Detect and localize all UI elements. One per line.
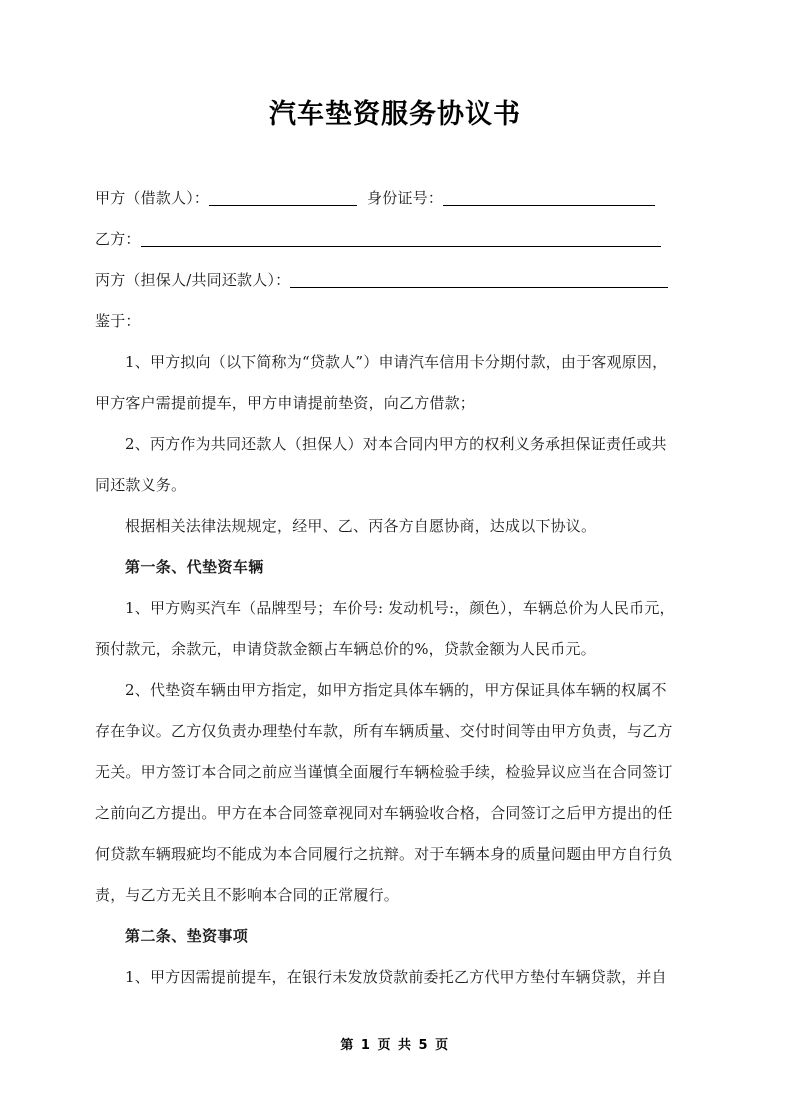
article-two-item-1-line-1: 1、甲方因需提前提车，在银行未发放贷款前委托乙方代甲方垫付车辆贷款，并自	[125, 968, 667, 986]
party-a-id-label: 身份证号：	[367, 189, 444, 207]
recital-2-line-2: 同还款义务。	[95, 476, 187, 494]
party-a-name-blank[interactable]	[209, 192, 357, 206]
recitals-heading: 鉴于：	[95, 312, 141, 330]
article-one-item-2-line-1: 2、代垫资车辆由甲方指定，如甲方指定具体车辆的，甲方保证具体车辆的权属不	[125, 681, 667, 699]
page-title: 汽车垫资服务协议书	[269, 99, 521, 130]
party-b-label: 乙方：	[95, 230, 141, 248]
document-body	[95, 178, 697, 998]
party-c-label: 丙方（担保人/共同还款人）：	[95, 271, 291, 289]
page-footer: 第 1 页 共 5 页	[340, 1038, 450, 1053]
article-one-item-1-line-1: 1、甲方购买汽车（品牌型号；车价号: 发动机号:，颜色），车辆总价为人民币元，	[125, 599, 675, 617]
article-one-item-2-line-4: 之前向乙方提出。甲方在本合同签章视同对车辆验收合格，合同签订之后甲方提出的任	[95, 804, 673, 822]
party-b-row	[95, 219, 697, 260]
article-one-item-2-line-3: 无关。甲方签订本合同之前应当谨慎全面履行车辆检验手续，检验异议应当在合同签订	[95, 763, 673, 781]
article-one-item-2-line-6: 责，与乙方无关且不影响本合同的正常履行。	[95, 886, 400, 904]
party-a-label: 甲方（借款人）：	[95, 189, 210, 207]
article-one-item-2-line-2: 存在争议。乙方仅负责办理垫付车款，所有车辆质量、交付时间等由甲方负责，与乙方	[95, 722, 673, 740]
article-one-item-2-line-5: 何贷款车辆瑕疵均不能成为本合同履行之抗辩。对于车辆本身的质量问题由甲方自行负	[95, 845, 673, 863]
article-two-heading: 第二条、垫资事项	[125, 927, 249, 945]
party-c-blank[interactable]	[290, 274, 668, 288]
party-a-row	[95, 178, 697, 219]
recital-1-line-1: 1、甲方拟向（以下简称为“贷款人”）申请汽车信用卡分期付款，由于客观原因，	[125, 353, 668, 371]
article-one-heading: 第一条、代垫资车辆	[125, 558, 264, 576]
party-c-row	[95, 260, 697, 301]
article-one-item-1-line-2: 预付款元，余款元，申请贷款金额占车辆总价的%，贷款金额为人民币元。	[95, 640, 596, 658]
party-a-id-blank[interactable]	[443, 192, 655, 206]
recital-2-line-1: 2、丙方作为共同还款人（担保人）对本合同内甲方的权利义务承担保证责任或共	[125, 435, 667, 453]
recitals-closing: 根据相关法律法规规定，经甲、乙、丙各方自愿协商，达成以下协议。	[125, 517, 597, 535]
recital-1-line-2: 甲方客户需提前提车，甲方申请提前垫资，向乙方借款；	[95, 394, 476, 412]
party-b-blank[interactable]	[141, 233, 661, 247]
